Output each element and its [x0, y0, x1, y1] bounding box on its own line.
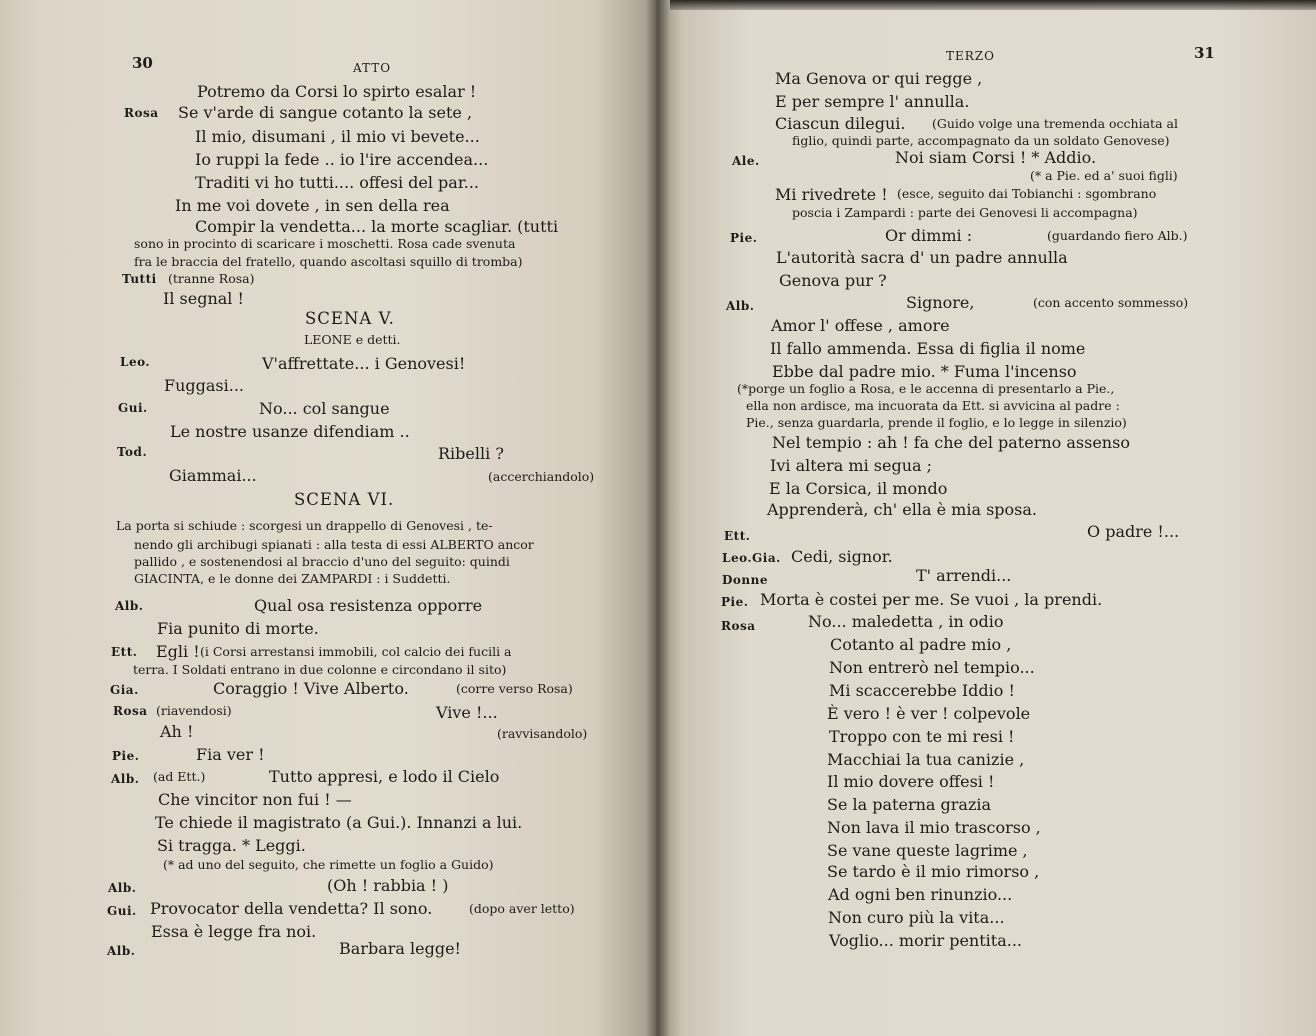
- verse-line: Voglio... morir pentita...: [829, 931, 1022, 950]
- page-number: 31: [1194, 44, 1215, 62]
- verse-line: Mi scaccerebbe Iddio !: [829, 681, 1015, 700]
- verse-line: Fia ver !: [196, 745, 265, 764]
- speaker-label: Leo.Gia.: [722, 551, 781, 565]
- verse-line: Il mio, disumani , il mio vi bevete...: [195, 127, 480, 146]
- speaker-label: Rosa: [721, 619, 756, 633]
- verse-line: Ma Genova or qui regge ,: [775, 69, 983, 88]
- stage-direction: pallido , e sostenendosi al braccio d'uno del seguito: quindi: [134, 554, 510, 569]
- stage-direction: (ad Ett.): [153, 769, 206, 784]
- speaker-label: Ale.: [732, 154, 760, 168]
- verse-line: Cotanto al padre mio ,: [830, 635, 1012, 654]
- speaker-label: Alb.: [107, 944, 136, 958]
- scene-heading: SCENA V.: [305, 309, 395, 328]
- verse-line: Ebbe dal padre mio. * Fuma l'incenso: [772, 362, 1077, 381]
- stage-direction: (riavendosi): [156, 703, 232, 718]
- speaker-label: Gui.: [107, 904, 137, 918]
- verse-line: Mi rivedrete !: [775, 185, 888, 204]
- page-edge-shadow: [670, 0, 1316, 10]
- stage-direction: (esce, seguito dai Tobianchi : sgombrano: [897, 186, 1157, 201]
- stage-direction: (guardando fiero Alb.): [1047, 228, 1188, 243]
- stage-direction: (dopo aver letto): [469, 901, 575, 916]
- verse-line: Le nostre usanze difendiam ..: [170, 422, 410, 441]
- stage-direction: figlio, quindi parte, accompagnato da un soldato Genovese): [792, 133, 1170, 148]
- speaker-label: Alb.: [115, 599, 144, 613]
- verse-line: Provocator della vendetta? Il sono.: [150, 899, 433, 918]
- verse-line: Potremo da Corsi lo spirto esalar !: [197, 82, 477, 101]
- verse-line: Genova pur ?: [779, 271, 887, 290]
- speaker-label: Ett.: [111, 645, 138, 659]
- stage-direction: (ravvisandolo): [497, 726, 588, 741]
- verse-line: Ribelli ?: [438, 444, 504, 463]
- speaker-label: Rosa: [124, 106, 159, 120]
- speaker-label: Pie.: [730, 231, 758, 245]
- verse-line: Compir la vendetta... la morte scagliar. (tutti: [195, 217, 559, 236]
- verse-line: Or dimmi :: [885, 226, 973, 245]
- stage-direction: LEONE e detti.: [304, 332, 401, 347]
- verse-line: Non entrerò nel tempio...: [829, 658, 1035, 677]
- verse-line: Cedi, signor.: [791, 547, 893, 566]
- verse-line: Macchiai la tua canizie ,: [827, 750, 1025, 769]
- stage-direction: Pie., senza guardarla, prende il foglio, e lo legge in silenzio): [746, 415, 1127, 430]
- verse-line: Signore,: [906, 293, 975, 312]
- verse-line: Troppo con te mi resi !: [829, 727, 1015, 746]
- verse-line: (Oh ! rabbia ! ): [327, 876, 449, 895]
- speaker-label: Alb.: [726, 299, 755, 313]
- stage-direction: poscia i Zampardi : parte dei Genovesi li accompagna): [792, 205, 1138, 220]
- speaker-label: Pie.: [112, 749, 140, 763]
- verse-line: No... maledetta , in odio: [808, 612, 1004, 631]
- verse-line: Se v'arde di sangue cotanto la sete ,: [178, 103, 473, 122]
- verse-line: No... col sangue: [259, 399, 390, 418]
- stage-direction: fra le braccia del fratello, quando ascoltasi squillo di tromba): [134, 254, 523, 269]
- verse-line: V'affrettate... i Genovesi!: [262, 354, 466, 373]
- speaker-label: Gia.: [110, 683, 139, 697]
- stage-direction: nendo gli archibugi spianati : alla testa di essi ALBERTO ancor: [134, 537, 534, 552]
- verse-line: Fuggasi...: [164, 376, 245, 395]
- speaker-label: Ett.: [724, 529, 751, 543]
- verse-line: L'autorità sacra d' un padre annulla: [776, 248, 1068, 267]
- verse-line: Il segnal !: [163, 289, 244, 308]
- speaker-label: Donne: [722, 573, 768, 587]
- verse-line: T' arrendi...: [916, 566, 1012, 585]
- speaker-label: Alb.: [111, 772, 140, 786]
- verse-line: Ah !: [160, 722, 194, 741]
- verse-line: Tutto appresi, e lodo il Cielo: [269, 767, 500, 786]
- stage-direction: (tranne Rosa): [168, 271, 255, 286]
- verse-line: È vero ! è ver ! colpevole: [827, 704, 1031, 723]
- running-head: TERZO: [946, 49, 995, 63]
- stage-direction: (accerchiandolo): [488, 469, 595, 484]
- verse-line: Morta è costei per me. Se vuoi , la prendi.: [760, 590, 1103, 609]
- stage-direction: (*porge un foglio a Rosa, e le accenna di presentarlo a Pie.,: [737, 381, 1115, 396]
- verse-line: Giammai...: [169, 466, 257, 485]
- verse-line: O padre !...: [1087, 522, 1180, 541]
- verse-line: Vive !...: [436, 703, 498, 722]
- verse-line: Ad ogni ben rinunzio...: [828, 885, 1013, 904]
- verse-line: Fia punito di morte.: [157, 619, 319, 638]
- book-gutter: [646, 0, 670, 1036]
- verse-line: Noi siam Corsi ! * Addio.: [895, 148, 1097, 167]
- verse-line: Apprenderà, ch' ella è mia sposa.: [767, 500, 1037, 519]
- speaker-label: Tutti: [122, 272, 157, 286]
- verse-line: In me voi dovete , in sen della rea: [175, 196, 450, 215]
- verse-line: Si tragga. * Leggi.: [157, 836, 306, 855]
- stage-direction: (i Corsi arrestansi immobili, col calcio dei fucili a: [200, 644, 512, 659]
- speaker-label: Leo.: [120, 355, 151, 369]
- verse-line: Te chiede il magistrato (a Gui.). Innanzi a lui.: [155, 813, 523, 832]
- verse-line: Se vane queste lagrime ,: [827, 841, 1028, 860]
- verse-line: E per sempre l' annulla.: [775, 92, 970, 111]
- speaker-label: Gui.: [118, 401, 148, 415]
- verse-line: Qual osa resistenza opporre: [254, 596, 483, 615]
- verse-line: Il fallo ammenda. Essa di figlia il nome: [770, 339, 1086, 358]
- verse-line: Ivi altera mi segua ;: [770, 456, 933, 475]
- stage-direction: (* a Pie. ed a' suoi figli): [1030, 168, 1178, 183]
- right-page: [656, 0, 1316, 1036]
- verse-line: Egli !: [156, 642, 200, 661]
- verse-line: Amor l' offese , amore: [771, 316, 950, 335]
- verse-line: Nel tempio : ah ! fa che del paterno assenso: [772, 433, 1130, 452]
- stage-direction: ella non ardisce, ma incuorata da Ett. si avvicina al padre :: [746, 398, 1120, 413]
- verse-line: Traditi vi ho tutti.... offesi del par...: [195, 173, 479, 192]
- stage-direction: terra. I Soldati entrano in due colonne e circondano il sito): [133, 662, 507, 677]
- running-head: ATTO: [353, 61, 392, 75]
- verse-line: Non curo più la vita...: [828, 908, 1005, 927]
- verse-line: Barbara legge!: [339, 939, 461, 958]
- stage-direction: (* ad uno del seguito, che rimette un foglio a Guido): [163, 857, 494, 872]
- stage-direction: La porta si schiude : scorgesi un drappello di Genovesi , te-: [116, 518, 493, 533]
- speaker-label: Tod.: [117, 445, 148, 459]
- speaker-label: Pie.: [721, 595, 749, 609]
- verse-line: Se la paterna grazia: [827, 795, 992, 814]
- page-number: 30: [132, 54, 153, 72]
- speaker-label: Rosa: [113, 704, 148, 718]
- verse-line: E la Corsica, il mondo: [769, 479, 948, 498]
- verse-line: Essa è legge fra noi.: [151, 922, 317, 941]
- verse-line: Il mio dovere offesi !: [827, 772, 995, 791]
- verse-line: Coraggio ! Vive Alberto.: [213, 679, 409, 698]
- verse-line: Che vincitor non fui ! —: [158, 790, 352, 809]
- verse-line: Se tardo è il mio rimorso ,: [827, 862, 1040, 881]
- speaker-label: Alb.: [108, 881, 137, 895]
- stage-direction: GIACINTA, e le donne dei ZAMPARDI : i Suddetti.: [134, 571, 451, 586]
- stage-direction: (con accento sommesso): [1033, 295, 1189, 310]
- verse-line: Non lava il mio trascorso ,: [827, 818, 1041, 837]
- stage-direction: (Guido volge una tremenda occhiata al: [932, 116, 1178, 131]
- verse-line: Ciascun dilegui.: [775, 114, 906, 133]
- scene-heading: SCENA VI.: [294, 490, 395, 509]
- stage-direction: sono in procinto di scaricare i moschetti. Rosa cade svenuta: [134, 236, 516, 251]
- verse-line: Io ruppi la fede .. io l'ire accendea...: [195, 150, 489, 169]
- stage-direction: (corre verso Rosa): [456, 681, 573, 696]
